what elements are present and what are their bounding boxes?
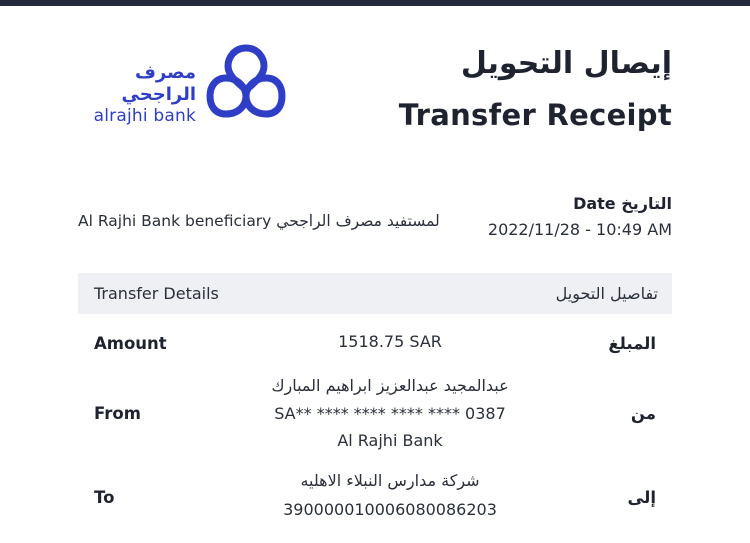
logo-name-ar: مصرف الراجحي	[121, 62, 196, 105]
title-arabic: إيصال التحويل	[460, 46, 672, 81]
from-name: عبدالمجيد عبدالعزيز ابراهيم المبارك	[271, 376, 509, 395]
to-label-en: To	[94, 488, 115, 507]
date-value: 2022/11/28 - 10:49 AM	[487, 220, 672, 239]
details-label-ar: تفاصيل التحويل	[555, 284, 658, 303]
logo-text	[78, 62, 196, 126]
from-label-ar: من	[630, 404, 656, 423]
date-label: التاريخ Date	[573, 194, 672, 213]
from-bank: Al Rajhi Bank	[337, 431, 443, 450]
beneficiary-type: Al Rajhi Bank beneficiary لمستفيد مصرف الراجحي	[78, 212, 440, 230]
to-account: 3900000100060800862​03	[283, 500, 497, 519]
logo-name-en: alrajhi bank	[93, 106, 196, 126]
amount-label-ar: المبلغ	[608, 334, 656, 353]
alrajhi-logo-icon	[206, 44, 286, 118]
amount-value: 1518.75 SAR	[338, 332, 442, 351]
bank-logo	[78, 44, 288, 126]
transfer-details-header	[78, 273, 672, 314]
details-label-en: Transfer Details	[94, 284, 219, 303]
from-account: SA** **** **** **** **** 0387	[274, 404, 506, 423]
top-bar	[0, 0, 750, 6]
to-name: شركة مدارس النبلاء الاهليه	[300, 471, 480, 490]
amount-label-en: Amount	[94, 334, 167, 353]
to-label-ar: إلى	[627, 488, 656, 507]
title-english: Transfer Receipt	[398, 98, 672, 132]
from-label-en: From	[94, 404, 141, 423]
